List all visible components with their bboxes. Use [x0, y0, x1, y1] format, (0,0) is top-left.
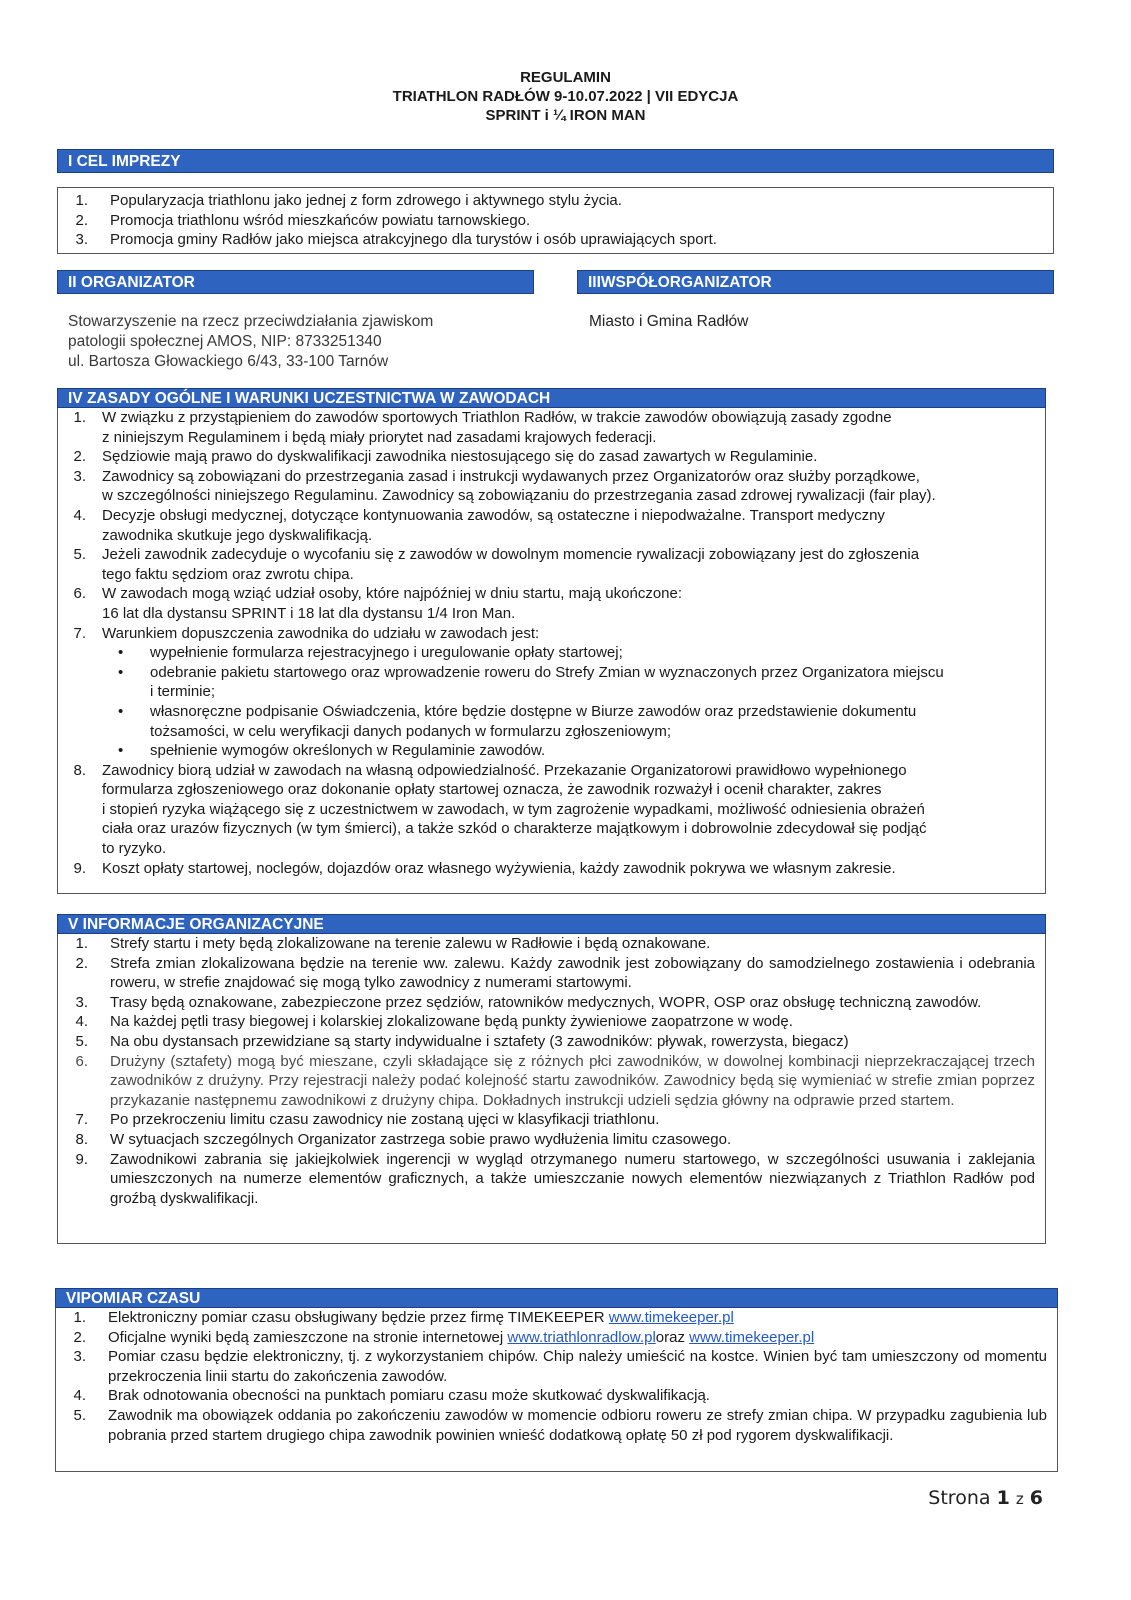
- item-text: Zawodnikowi zabrania się jakiejkolwiek ingerencji w wygląd otrzymanego numeru startowego, w szczególności usuwania i zaklejania umieszczonych na numerze elementów graficznych, a także umieszczanie nowych elementów niezwiązanych z Triathlon Radłów pod groźbą dyskwalifikacji.: [110, 1150, 1035, 1207]
- item-number: 3.: [75, 993, 88, 1011]
- item-text: Po przekroczeniu limitu czasu zawodnicy nie zostaną ujęci w klasyfikacji triathlonu.: [110, 1111, 660, 1129]
- section-1-heading: I CEL IMPREZY: [57, 149, 1054, 173]
- list-item: [58, 584, 1045, 623]
- item-number: 1.: [73, 409, 86, 426]
- item-line: Jeżeli zawodnik zadecyduje o wycofaniu się z zawodów w dowolnym momencie rywalizacji zobowiązany jest do zgłoszenia: [102, 546, 920, 564]
- item-number: 9.: [75, 1150, 88, 1168]
- bullet-item: [102, 663, 1045, 702]
- item-number: 4.: [73, 506, 86, 524]
- item-text: W sytuacjach szczególnych Organizator zastrzega sobie prawo wydłużenia limitu czasowego.: [110, 1130, 732, 1148]
- item-number: 5.: [73, 546, 86, 564]
- bullet-line: i terminie;: [150, 683, 216, 701]
- item-line: Zawodnicy biorą udział w zawodach na własną odpowiedzialność. Przekazanie Organizatorowi prawidłowo wypełnionego: [102, 761, 907, 779]
- bullet-item: [102, 741, 1045, 761]
- item-line: tego faktu sędziom oraz zwrotu chipa.: [102, 565, 354, 583]
- item-line: z niniejszym Regulaminem i będą miały priorytet nad zasadami krajowych federacji.: [102, 428, 657, 446]
- item-line: w szczególności niniejszego Regulaminu. Zawodnicy są zobowiązaniu do przestrzegania zasad zdrowej rywalizacji (fair play).: [102, 487, 936, 505]
- item-line: Zawodnicy są zobowiązani do przestrzegania zasad i instrukcji wydawanych przez Organizatorów oraz służby porządkowe,: [102, 467, 920, 485]
- item-number: 1.: [75, 935, 88, 952]
- organizer-details: [68, 312, 433, 372]
- item-text: Trasy będą oznakowane, zabezpieczone przez sędziów, ratowników medycznych, WOPR, OSP oraz obsługę techniczną zawodów.: [110, 993, 982, 1011]
- item-line: Koszt opłaty startowej, noclegów, dojazdów oraz własnego wyżywienia, każdy zawodnik pokrywa we własnym zakresie.: [102, 859, 896, 877]
- item-line: Warunkiem dopuszczenia zawodnika do udziału w zawodach jest:: [102, 624, 540, 642]
- list-item: [58, 506, 1045, 545]
- triathlonradlow-link[interactable]: www.triathlonradlow.pl: [507, 1328, 656, 1346]
- item-number: 2.: [75, 954, 88, 972]
- section-3-heading: IIIWSPÓŁORGANIZATOR: [577, 270, 1054, 294]
- current-page: 1: [996, 1487, 1010, 1509]
- section-4-heading: IV ZASADY OGÓLNE I WARUNKI UCZESTNICTWA W ZAWODACH: [57, 388, 1046, 408]
- section-5-list: [58, 934, 1035, 1208]
- item-number: 7.: [73, 624, 86, 642]
- bullet-item: [102, 643, 1045, 663]
- section-1-list: [58, 191, 1053, 250]
- item-number: 2.: [73, 448, 86, 466]
- section-6-box: [55, 1308, 1058, 1472]
- title-line-2: TRIATHLON RADŁÓW 9-10.07.2022 | VII EDYCJA: [392, 88, 739, 105]
- list-item: [58, 1032, 1035, 1052]
- list-item: [58, 1150, 1035, 1209]
- page-footer: Strona 1 z 6: [928, 1487, 1043, 1509]
- list-item: [58, 761, 1045, 859]
- item-line: formularza zgłoszeniowego oraz dokonanie opłaty startowej oznacza, że zawodnik rozważył i ocenił charakter, zakres: [102, 781, 882, 799]
- list-item: 4. Brak odnotowania obecności na punktach pomiaru czasu może skutkować dyskwalifikacją.: [73, 1387, 710, 1405]
- list-item: [58, 624, 1045, 761]
- list-item: 1. Elektroniczny pomiar czasu obsługiwany będzie przez firmę TIMEKEEPER www.timekeeper.pl: [73, 1309, 734, 1326]
- item-number: 4.: [75, 1013, 88, 1031]
- item-text: Strefa zmian zlokalizowana będzie na terenie ww. zalewu. Każdy zawodnik jest zobowiązany do samodzielnego zostawienia i odebrania roweru, w strefie znajdować się mogą tylko zawodnicy z numerami startowymi.: [110, 954, 1035, 992]
- condition-bullets: [102, 643, 1045, 761]
- list-item: [58, 954, 1035, 993]
- item-line: W zawodach mogą wziąć udział osoby, które najpóźniej w dniu startu, mają ukończone:: [102, 585, 683, 603]
- title-line-1: REGULAMIN: [520, 69, 611, 86]
- organizer-line-3: ul. Bartosza Głowackiego 6/43, 33-100 Tarnów: [68, 353, 389, 370]
- list-item: [58, 1110, 1035, 1130]
- section-5-box: [57, 934, 1046, 1244]
- list-item: [58, 191, 1053, 211]
- item-number: 3.: [75, 231, 88, 249]
- organizer-line-2: patologii społecznej AMOS, NIP: 8733251340: [68, 333, 382, 350]
- list-item: [58, 211, 1053, 231]
- organizer-line-1: Stowarzyszenie na rzecz przeciwdziałania zjawiskom: [68, 313, 434, 330]
- list-item: [58, 545, 1045, 584]
- list-item: [58, 467, 1045, 506]
- item-number: 5.: [75, 1032, 88, 1050]
- list-item: 5. Zawodnik ma obowiązek oddania po zakończeniu zawodów w momencie odbioru roweru ze strefy zmian chipa. W przypadku zagubienia lub pobrania przed startem drugiego chipa zawodnik powinien wnieść dodatkową opłatę 50 zł pod rygorem dyskwalifikacji.: [73, 1406, 1047, 1444]
- bullet-line: tożsamości, w celu weryfikacji danych podanych w formularzu zgłoszeniowym;: [150, 722, 672, 740]
- item-number: 1.: [75, 192, 88, 209]
- item-line: Decyzje obsługi medycznej, dotyczące kontynuowania zawodów, są ostateczne i niepodważalne. Transport medyczny: [102, 506, 885, 524]
- list-item: [58, 230, 1053, 250]
- item-number: 8.: [73, 761, 86, 779]
- item-text: Drużyny (sztafety) mogą być mieszane, czyli składające się z różnych płci zawodników, w dowolnej kombinacji nieprzekraczającej trzech zawodników z drużyny. Przy rejestracji należy podać kolejność startu zawodników. Zawodnicy będą się wymieniać w strefie zmian poprzez przykazanie następnemu zawodnikowi z drużyny chipa. Dokładnych instrukcji udzieli sędzia główny na odprawie przed startem.: [110, 1052, 1035, 1109]
- item-line: 16 lat dla dystansu SPRINT i 18 lat dla dystansu 1/4 Iron Man.: [102, 604, 516, 622]
- item-line: zawodnika skutkuje jego dyskwalifikacją.: [102, 526, 373, 544]
- item-number: 2.: [75, 211, 88, 229]
- list-item: [58, 1012, 1035, 1032]
- list-item: 2. Oficjalne wyniki będą zamieszczone na stronie internetowej www.triathlonradlow.ploraz www.timekeeper.pl: [73, 1328, 815, 1346]
- item-text: Na obu dystansach przewidziane są starty indywidualne i sztafety (3 zawodników: pływak, rowerzysta, biegacz): [110, 1032, 849, 1050]
- list-item: 3. Pomiar czasu będzie elektroniczny, tj. z wykorzystaniem chipów. Chip należy umieścić na kostce. Winien być tam umieszczony od momentu przekroczenia linii startu do zakończenia zawodów.: [73, 1348, 1047, 1385]
- item-text: Promocja triathlonu wśród mieszkańców powiatu tarnowskiego.: [110, 211, 531, 229]
- bullet-line: • spełnienie wymogów określonych w Regulaminie zawodów.: [150, 742, 546, 760]
- item-text: Popularyzacja triathlonu jako jednej z form zdrowego i aktywnego stylu życia.: [110, 192, 622, 209]
- item-text: Na każdej pętli trasy biegowej i kolarskiej zlokalizowane będą punkty żywieniowe zaopatrzone w wodę.: [110, 1013, 793, 1031]
- item-number: 6.: [73, 585, 86, 603]
- item-line: to ryzyko.: [102, 840, 167, 858]
- list-item: [58, 408, 1045, 447]
- bullet-line: • wypełnienie formularza rejestracyjnego i uregulowanie opłaty startowej;: [150, 644, 623, 662]
- list-item: [58, 447, 1045, 467]
- section-6-list: [56, 1308, 1047, 1445]
- list-item: [58, 934, 1035, 954]
- total-pages: 6: [1029, 1487, 1043, 1509]
- list-item: [58, 1052, 1035, 1111]
- section-2-heading: II ORGANIZATOR: [57, 270, 534, 294]
- item-number: 7.: [75, 1111, 88, 1129]
- co-organizer-name: Miasto i Gmina Radłów: [589, 313, 749, 330]
- item-number: 8.: [75, 1130, 88, 1148]
- section-6-heading: VIPOMIAR CZASU: [55, 1288, 1058, 1308]
- section-4-box: [57, 408, 1046, 894]
- item-text: Promocja gminy Radłów jako miejsca atrakcyjnego dla turystów i osób uprawiających sport.: [110, 231, 717, 249]
- bullet-line: • własnoręczne podpisanie Oświadczenia, które będzie dostępne w Biurze zawodów oraz przedstawienie dokumentu: [150, 702, 917, 720]
- section-4-list: [58, 408, 1045, 878]
- section-5-heading: V INFORMACJE ORGANIZACYJNE: [57, 914, 1046, 934]
- item-line: Sędziowie mają prawo do dyskwalifikacji zawodnika niestosującego się do zasad zawartych w Regulaminie.: [102, 448, 818, 466]
- list-item: [58, 1130, 1035, 1150]
- bullet-item: [102, 702, 1045, 741]
- item-number: 6.: [75, 1052, 88, 1070]
- title-line-3: SPRINT i ¼ IRON MAN: [485, 107, 646, 124]
- item-line: ciała oraz urazów fizycznych (w tym śmierci), a także szkód o charakterze majątkowym i dobrowolnie zdecydował się podjąć: [102, 820, 927, 838]
- item-line: i stopień ryzyka wiążącego się z uczestnictwem w zawodach, w tym zagrożenie wypadkami, możliwość odniesienia obrażeń: [102, 800, 925, 818]
- list-item: [58, 993, 1035, 1013]
- item-line: W związku z przystąpieniem do zawodów sportowych Triathlon Radłów, w trakcie zawodów obowiązują zasady zgodne: [102, 409, 892, 426]
- bullet-line: • odebranie pakietu startowego oraz wprowadzenie roweru do Strefy Zmian w wyznaczonych przez Organizatora miejscu: [150, 663, 944, 681]
- timekeeper-link-2[interactable]: www.timekeeper.pl: [689, 1328, 815, 1346]
- document-title: [0, 68, 1131, 125]
- timekeeper-link[interactable]: www.timekeeper.pl: [608, 1309, 734, 1326]
- item-text: Strefy startu i mety będą zlokalizowane na terenie zalewu w Radłowie i będą oznakowane.: [110, 935, 711, 952]
- item-number: 3.: [73, 467, 86, 485]
- section-1-box: [57, 187, 1054, 254]
- item-number: 9.: [73, 859, 86, 877]
- list-item: [58, 859, 1045, 879]
